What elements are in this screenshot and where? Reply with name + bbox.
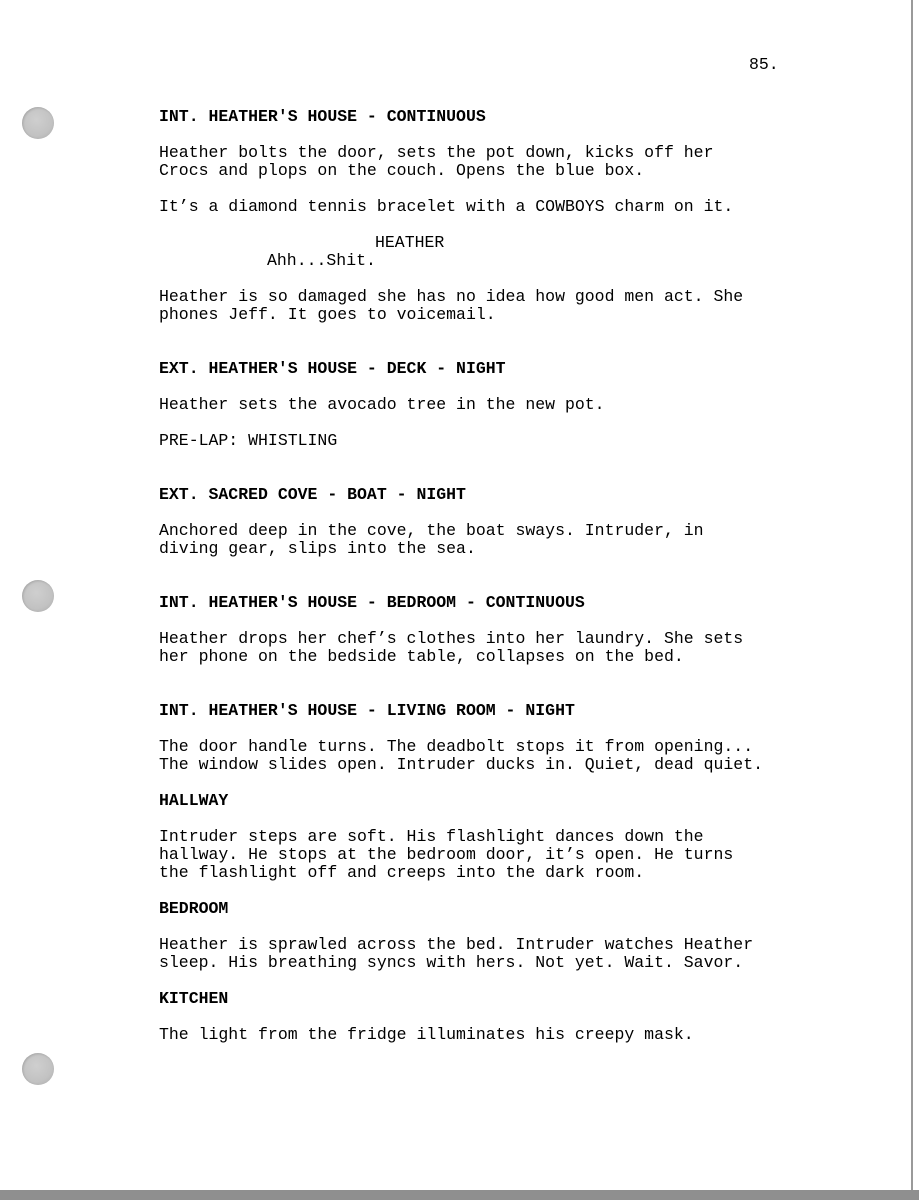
action-line: Anchored deep in the cove, the boat sways. Intruder, in	[159, 521, 704, 540]
action-line: It’s a diamond tennis bracelet with a COWBOYS charm on it.	[159, 197, 734, 216]
binder-hole	[22, 1053, 54, 1085]
sub-heading: KITCHEN	[159, 989, 229, 1008]
action-line: hallway. He stops at the bedroom door, it’s open. He turns	[159, 845, 734, 864]
action-line: The window slides open. Intruder ducks in. Quiet, dead quiet.	[159, 755, 763, 774]
scene-heading: EXT. HEATHER'S HOUSE - DECK - NIGHT	[159, 359, 506, 378]
action-line: The light from the fridge illuminates his creepy mask.	[159, 1025, 694, 1044]
action-line: Heather sets the avocado tree in the new pot.	[159, 395, 605, 414]
scene-heading: EXT. SACRED COVE - BOAT - NIGHT	[159, 485, 466, 504]
page-number: 85.	[749, 55, 779, 74]
page-shadow	[0, 1190, 919, 1200]
character-name: HEATHER	[375, 233, 445, 252]
action-line: Heather is so damaged she has no idea how good men act. She	[159, 287, 744, 306]
action-line: Heather bolts the door, sets the pot down, kicks off her	[159, 143, 714, 162]
action-line: phones Jeff. It goes to voicemail.	[159, 305, 496, 324]
transition-line: PRE-LAP: WHISTLING	[159, 431, 338, 450]
action-line: the flashlight off and creeps into the dark room.	[159, 863, 645, 882]
action-line: Crocs and plops on the couch. Opens the blue box.	[159, 161, 645, 180]
binder-hole	[22, 580, 54, 612]
binder-hole	[22, 107, 54, 139]
dialogue-line: Ahh...Shit.	[267, 251, 376, 270]
scene-heading: INT. HEATHER'S HOUSE - LIVING ROOM - NIGHT	[159, 701, 575, 720]
sub-heading: BEDROOM	[159, 899, 229, 918]
action-line: Heather is sprawled across the bed. Intruder watches Heather	[159, 935, 754, 954]
action-line: sleep. His breathing syncs with hers. Not yet. Wait. Savor.	[159, 953, 744, 972]
scene-heading: INT. HEATHER'S HOUSE - BEDROOM - CONTINUOUS	[159, 593, 585, 612]
action-line: her phone on the bedside table, collapses on the bed.	[159, 647, 684, 666]
sub-heading: HALLWAY	[159, 791, 229, 810]
action-line: diving gear, slips into the sea.	[159, 539, 476, 558]
scene-heading: INT. HEATHER'S HOUSE - CONTINUOUS	[159, 107, 486, 126]
action-line: Intruder steps are soft. His flashlight dances down the	[159, 827, 704, 846]
action-line: The door handle turns. The deadbolt stops it from opening...	[159, 737, 754, 756]
action-line: Heather drops her chef’s clothes into her laundry. She sets	[159, 629, 744, 648]
